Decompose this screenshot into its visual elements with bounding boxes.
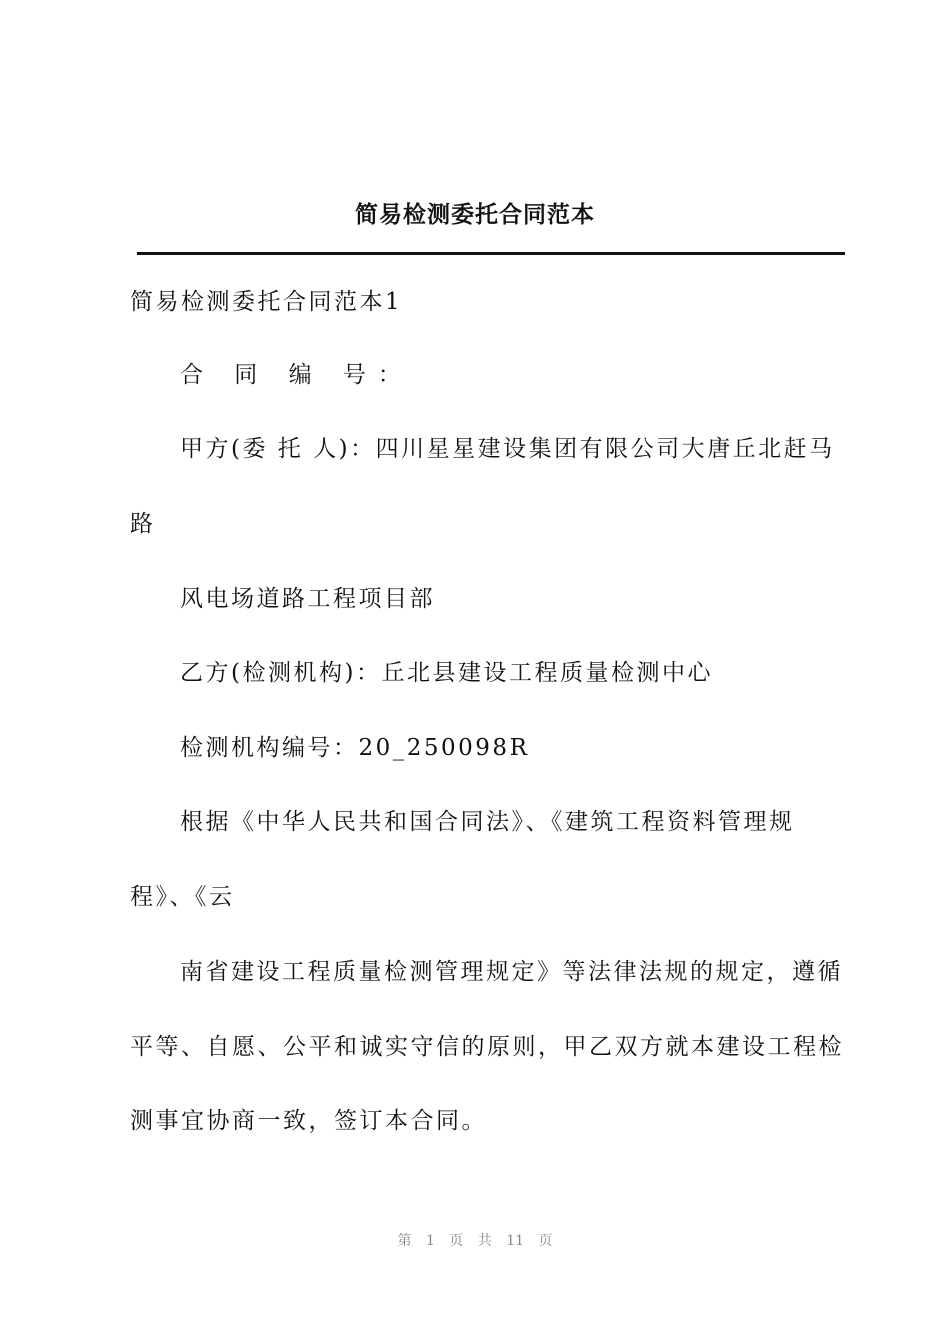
paragraph-line: 平等、自愿、公平和诚实守信的原则，甲乙双方就本建设工程检 xyxy=(130,1034,844,1060)
section-heading: 简易检测委托合同范本1 xyxy=(130,289,403,315)
paragraph-line: 根据《中华人民共和国合同法》、《建筑工程资料管理规 xyxy=(180,809,795,835)
party-a-project: 风电场道路工程项目部 xyxy=(180,586,435,612)
contract-number-label: 合 同 编 号： xyxy=(180,362,413,388)
party-a-line: 甲方(委 托 人)：四川星星建设集团有限公司大唐丘北赶马 xyxy=(180,436,835,462)
party-a-line-cont: 路 xyxy=(130,511,156,537)
agency-number-line: 检测机构编号：20_250098R xyxy=(180,735,530,761)
document-title: 简易检测委托合同范本 xyxy=(355,201,595,228)
paragraph-line: 程》、《云 xyxy=(130,884,235,910)
paragraph-line: 测事宜协商一致，签订本合同。 xyxy=(130,1108,487,1134)
page-number-footer: 第 1 页 共 11 页 xyxy=(397,1233,553,1249)
paragraph-line: 南省建设工程质量检测管理规定》等法律法规的规定，遵循 xyxy=(180,959,843,985)
title-divider xyxy=(137,252,845,255)
party-b-line: 乙方(检测机构)：丘北县建设工程质量检测中心 xyxy=(180,660,713,686)
